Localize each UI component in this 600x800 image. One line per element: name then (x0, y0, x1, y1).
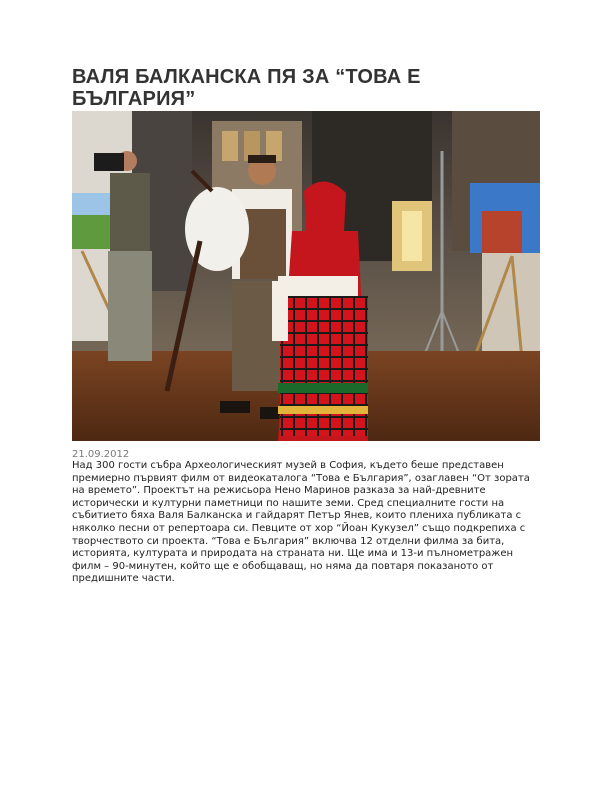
article-title: ВАЛЯ БАЛКАНСКА ПЯ ЗА “ТОВА Е БЪЛГАРИЯ” (72, 66, 421, 110)
article-body: Над 300 гости събра Археологическият музей в София, където беше представен премиерно първият филм от видеокаталога “Това е България”, озаглавен “От зората на времето”. Проектът на режисьора Нено Маринов разказа за най-древните исторически и културни паметници по нашите земи. Сред специалните гости на събитието бяха Валя Балканска и гайдарят Петър Янев, които плениха публиката с няколко песни от репертоара си. Певците от хор “Йоан Кукузел” също подкрепиха с творчеството си проекта. “Това е България” включва 12 отделни филма за бита, историята, културата и природата на страната ни. Ще има и 13-и пълнометражен филм – 90-минутен, който ще е обобщаващ, но няма да повтаря показаното от предишните части. (72, 460, 530, 585)
article-photo (72, 111, 540, 441)
article-date: 21.09.2012 (72, 449, 130, 460)
event-photo-icon (72, 111, 540, 441)
